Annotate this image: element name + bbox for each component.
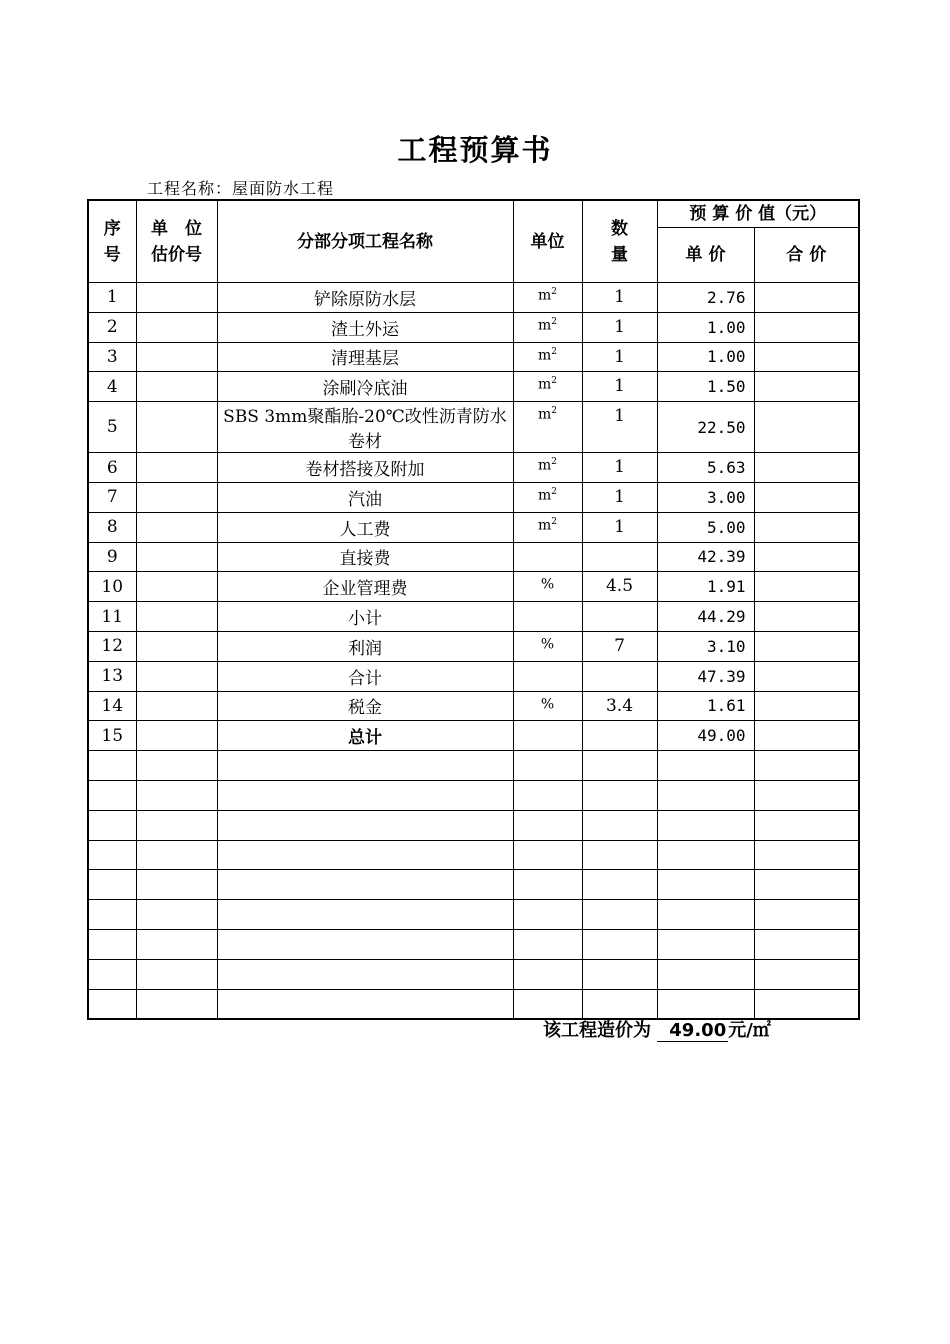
- empty-cell: [582, 989, 657, 1019]
- empty-cell: [754, 989, 859, 1019]
- row-item-name: 总计: [217, 721, 513, 751]
- empty-cell: [657, 900, 754, 930]
- row-unit: [513, 721, 582, 751]
- empty-cell: [754, 929, 859, 959]
- empty-cell: [582, 959, 657, 989]
- row-code: [136, 602, 217, 632]
- row-code: [136, 453, 217, 483]
- row-quantity: [582, 602, 657, 632]
- row-seq: 2: [88, 312, 136, 342]
- row-seq: 14: [88, 691, 136, 721]
- row-unit-text: m: [537, 377, 552, 394]
- row-seq: 11: [88, 602, 136, 632]
- empty-row: [88, 870, 859, 900]
- row-item-name: 直接费: [217, 542, 513, 572]
- row-item-name: 税金: [217, 691, 513, 721]
- row-unit-price: 5.00: [657, 512, 754, 542]
- row-seq: 5: [88, 402, 136, 453]
- row-seq: 7: [88, 482, 136, 512]
- header-unit-price: 单 价: [657, 228, 754, 283]
- empty-cell: [754, 870, 859, 900]
- empty-cell: [513, 751, 582, 781]
- row-seq: 8: [88, 512, 136, 542]
- row-unit-price: 1.00: [657, 312, 754, 342]
- row-unit: [513, 482, 582, 512]
- row-unit-text: m: [537, 457, 552, 474]
- row-quantity: 7: [582, 631, 657, 661]
- row-code: [136, 312, 217, 342]
- empty-cell: [88, 900, 136, 930]
- empty-cell: [136, 810, 217, 840]
- row-unit-price: 22.50: [657, 402, 754, 453]
- empty-cell: [136, 959, 217, 989]
- row-seq: 1: [88, 283, 136, 313]
- empty-cell: [217, 840, 513, 870]
- row-seq: 15: [88, 721, 136, 751]
- empty-cell: [657, 959, 754, 989]
- empty-cell: [582, 751, 657, 781]
- row-unit-sup: 2: [551, 486, 557, 497]
- row-item-name: 合计: [217, 661, 513, 691]
- row-seq: 13: [88, 661, 136, 691]
- empty-cell: [513, 870, 582, 900]
- empty-cell: [136, 751, 217, 781]
- table-row: [88, 631, 859, 661]
- row-unit: [513, 283, 582, 313]
- row-item-name: 卷材搭接及附加: [217, 453, 513, 483]
- row-quantity: [582, 661, 657, 691]
- row-unit-price: 2.76: [657, 283, 754, 313]
- empty-cell: [754, 840, 859, 870]
- row-total-price: [754, 691, 859, 721]
- empty-cell: [217, 989, 513, 1019]
- empty-cell: [582, 870, 657, 900]
- row-code: [136, 572, 217, 602]
- empty-cell: [582, 780, 657, 810]
- empty-cell: [754, 959, 859, 989]
- row-quantity: 1: [582, 453, 657, 483]
- row-unit-text: %: [540, 636, 555, 653]
- empty-row: [88, 929, 859, 959]
- row-unit: [513, 512, 582, 542]
- row-unit: [513, 572, 582, 602]
- row-unit-price: 5.63: [657, 453, 754, 483]
- header-unit: 单位: [513, 200, 582, 283]
- row-unit: [513, 312, 582, 342]
- empty-cell: [513, 929, 582, 959]
- empty-cell: [88, 959, 136, 989]
- empty-cell: [88, 989, 136, 1019]
- empty-cell: [136, 780, 217, 810]
- row-total-price: [754, 453, 859, 483]
- empty-cell: [88, 840, 136, 870]
- empty-row: [88, 840, 859, 870]
- empty-cell: [88, 929, 136, 959]
- table-row: [88, 602, 859, 632]
- row-code: [136, 342, 217, 372]
- row-unit: [513, 631, 582, 661]
- empty-cell: [217, 929, 513, 959]
- row-unit-sup: 2: [551, 287, 557, 297]
- empty-cell: [657, 810, 754, 840]
- empty-cell: [513, 780, 582, 810]
- empty-row: [88, 810, 859, 840]
- row-item-name: SBS 3mm聚酯胎-20℃改性沥青防水卷材: [217, 402, 513, 453]
- project-name: 工程名称：屋面防水工程: [147, 179, 335, 198]
- empty-cell: [513, 989, 582, 1019]
- row-unit-price: 44.29: [657, 602, 754, 632]
- row-seq: 4: [88, 372, 136, 402]
- table-row: [88, 691, 859, 721]
- row-unit-text: %: [540, 577, 555, 594]
- row-total-price: [754, 631, 859, 661]
- row-item-name: 清理基层: [217, 342, 513, 372]
- row-code: [136, 721, 217, 751]
- row-code: [136, 631, 217, 661]
- row-unit: [513, 453, 582, 483]
- row-total-price: [754, 572, 859, 602]
- table-row: [88, 721, 859, 751]
- empty-cell: [657, 929, 754, 959]
- table-row: [88, 512, 859, 542]
- empty-cell: [657, 780, 754, 810]
- empty-cell: [754, 810, 859, 840]
- row-unit-price: 1.91: [657, 572, 754, 602]
- row-unit-sup: 2: [551, 406, 557, 417]
- row-quantity: 4.5: [582, 572, 657, 602]
- empty-cell: [513, 900, 582, 930]
- table-row: [88, 542, 859, 572]
- row-unit-price: 49.00: [657, 721, 754, 751]
- empty-cell: [217, 810, 513, 840]
- empty-cell: [657, 840, 754, 870]
- empty-cell: [88, 780, 136, 810]
- row-item-name: 铲除原防水层: [217, 283, 513, 313]
- row-unit-price: 3.00: [657, 482, 754, 512]
- header-code: 单 位 估价号: [136, 200, 217, 283]
- empty-cell: [513, 959, 582, 989]
- row-unit-price: 3.10: [657, 631, 754, 661]
- row-unit: [513, 691, 582, 721]
- empty-cell: [754, 780, 859, 810]
- row-total-price: [754, 402, 859, 453]
- row-quantity: 1: [582, 482, 657, 512]
- header-quantity: 数 量: [582, 200, 657, 283]
- row-unit-sup: 2: [551, 376, 557, 387]
- row-unit-price: 47.39: [657, 661, 754, 691]
- row-quantity: [582, 542, 657, 572]
- row-code: [136, 402, 217, 453]
- row-unit: [513, 661, 582, 691]
- row-total-price: [754, 542, 859, 572]
- empty-cell: [582, 840, 657, 870]
- empty-cell: [657, 989, 754, 1019]
- empty-row: [88, 989, 859, 1019]
- empty-cell: [217, 959, 513, 989]
- row-unit: [513, 402, 582, 453]
- row-unit-sup: 2: [551, 346, 557, 357]
- header-budget-value: 预 算 价 值（元）: [657, 200, 859, 228]
- table-row: [88, 372, 859, 402]
- empty-cell: [754, 900, 859, 930]
- row-quantity: 1: [582, 312, 657, 342]
- table-row: [88, 283, 859, 313]
- row-unit: [513, 372, 582, 402]
- row-item-name: 利润: [217, 631, 513, 661]
- total-cost-unit: 元/㎡: [728, 1020, 771, 1041]
- table-row: [88, 482, 859, 512]
- document-title: 工程预算书: [397, 133, 553, 167]
- row-unit-text: m: [537, 406, 552, 423]
- empty-cell: [513, 840, 582, 870]
- empty-row: [88, 751, 859, 781]
- empty-cell: [657, 751, 754, 781]
- row-code: [136, 542, 217, 572]
- row-total-price: [754, 482, 859, 512]
- row-quantity: 1: [582, 402, 657, 453]
- row-unit-sup: 2: [551, 457, 557, 468]
- empty-cell: [217, 780, 513, 810]
- row-unit-sup: 2: [551, 516, 557, 527]
- row-unit: [513, 542, 582, 572]
- row-seq: 3: [88, 342, 136, 372]
- row-unit-price: 42.39: [657, 542, 754, 572]
- total-cost-label: 该工程造价为: [543, 1020, 651, 1041]
- header-item-name: 分部分项工程名称: [217, 200, 513, 283]
- header-total-price: 合 价: [754, 228, 859, 283]
- row-code: [136, 283, 217, 313]
- table-row: [88, 312, 859, 342]
- row-total-price: [754, 312, 859, 342]
- table-row: [88, 453, 859, 483]
- row-unit-text: m: [537, 487, 552, 504]
- row-quantity: 1: [582, 512, 657, 542]
- empty-cell: [217, 751, 513, 781]
- row-total-price: [754, 661, 859, 691]
- row-total-price: [754, 283, 859, 313]
- row-quantity: 1: [582, 372, 657, 402]
- row-seq: 6: [88, 453, 136, 483]
- row-unit-text: %: [540, 696, 555, 713]
- empty-row: [88, 780, 859, 810]
- row-unit: [513, 602, 582, 632]
- header-seq: 序 号: [88, 200, 136, 283]
- empty-row: [88, 900, 859, 930]
- empty-cell: [582, 810, 657, 840]
- row-item-name: 人工费: [217, 512, 513, 542]
- row-unit-price: 1.50: [657, 372, 754, 402]
- empty-cell: [754, 751, 859, 781]
- empty-cell: [88, 751, 136, 781]
- row-unit-text: m: [537, 347, 552, 364]
- row-item-name: 渣土外运: [217, 312, 513, 342]
- row-code: [136, 372, 217, 402]
- row-seq: 12: [88, 631, 136, 661]
- row-seq: 10: [88, 572, 136, 602]
- row-item-name: 涂刷冷底油: [217, 372, 513, 402]
- table-row: [88, 402, 859, 453]
- empty-cell: [88, 870, 136, 900]
- row-total-price: [754, 372, 859, 402]
- row-item-name: 小计: [217, 602, 513, 632]
- row-quantity: 1: [582, 342, 657, 372]
- row-item-name: 汽油: [217, 482, 513, 512]
- row-code: [136, 661, 217, 691]
- empty-cell: [136, 900, 217, 930]
- row-unit-text: m: [537, 287, 552, 304]
- empty-cell: [657, 870, 754, 900]
- empty-row: [88, 959, 859, 989]
- row-total-price: [754, 602, 859, 632]
- empty-cell: [136, 929, 217, 959]
- row-total-price: [754, 721, 859, 751]
- row-unit-sup: 2: [551, 316, 557, 327]
- empty-cell: [513, 810, 582, 840]
- row-unit-text: m: [537, 517, 552, 534]
- row-seq: 9: [88, 542, 136, 572]
- row-unit-price: 1.61: [657, 691, 754, 721]
- table-row: [88, 342, 859, 372]
- empty-cell: [88, 810, 136, 840]
- row-quantity: 3.4: [582, 691, 657, 721]
- row-unit-price: 1.00: [657, 342, 754, 372]
- empty-cell: [217, 870, 513, 900]
- empty-cell: [582, 929, 657, 959]
- row-item-name: 企业管理费: [217, 572, 513, 602]
- row-code: [136, 512, 217, 542]
- budget-table: [87, 199, 860, 1020]
- empty-cell: [136, 989, 217, 1019]
- table-row: [88, 572, 859, 602]
- row-total-price: [754, 342, 859, 372]
- row-quantity: [582, 721, 657, 751]
- total-cost-line: [543, 1016, 771, 1042]
- empty-cell: [136, 870, 217, 900]
- row-unit-text: m: [537, 317, 552, 334]
- empty-cell: [582, 900, 657, 930]
- empty-cell: [217, 900, 513, 930]
- row-code: [136, 691, 217, 721]
- row-code: [136, 482, 217, 512]
- row-total-price: [754, 512, 859, 542]
- row-quantity: 1: [582, 283, 657, 313]
- table-row: [88, 661, 859, 691]
- total-cost-value: 49.00: [657, 1020, 728, 1042]
- empty-cell: [136, 840, 217, 870]
- row-unit: [513, 342, 582, 372]
